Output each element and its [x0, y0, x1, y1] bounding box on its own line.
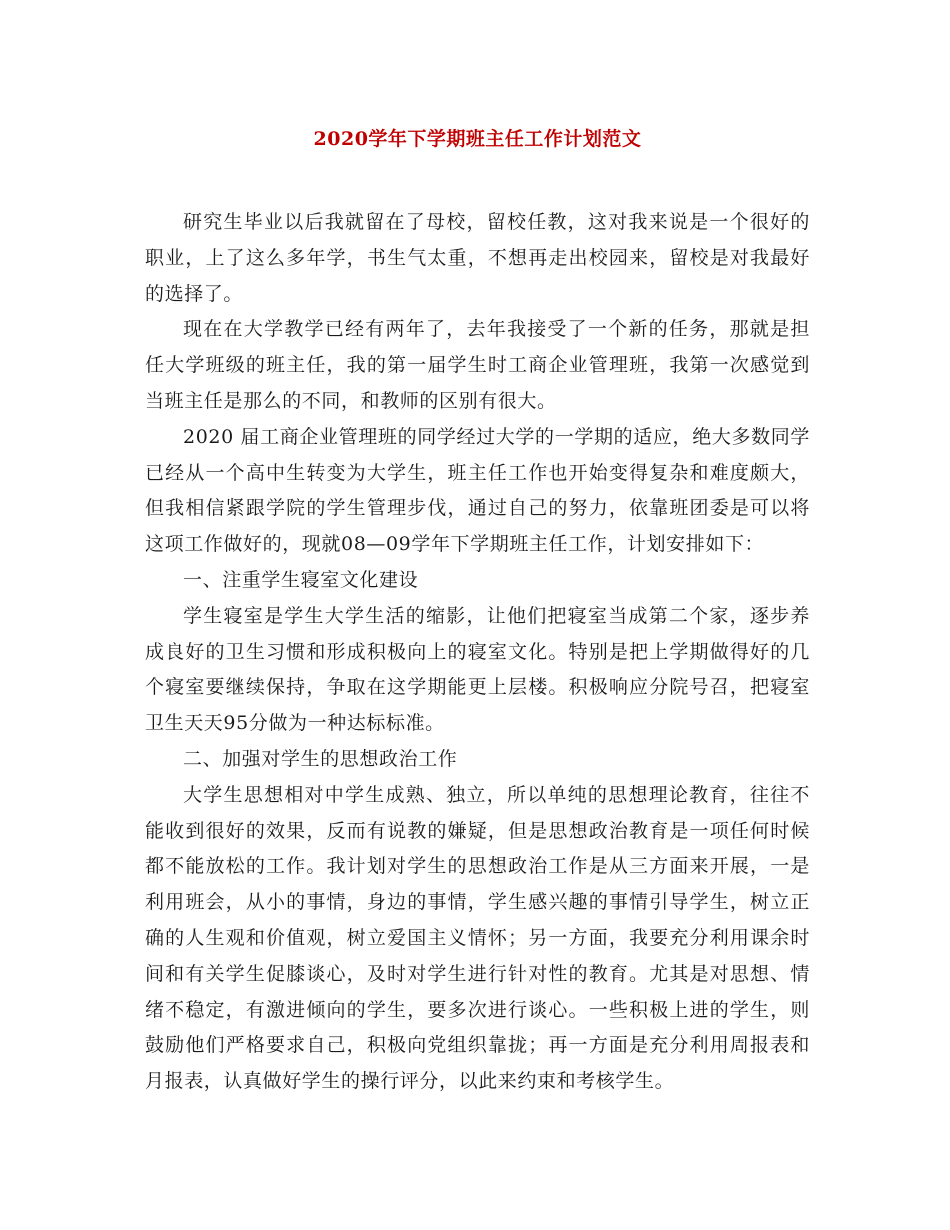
section-heading-ideology: 二、加强对学生的思想政治工作	[183, 747, 458, 770]
paragraph-ideology: 大学生思想相对中学生成熟、独立，所以单纯的思想理论教育，往往不能收到很好的效果，反而有说教的嫌疑，但是思想政治教育是一项任何时候都不能放松的工作。我计划对学生的思想政治工作是从三方面来开展，一是利用班会，从小的事情，身边的事情，学生感兴趣的事情引导学生，树立正确的人生观和价值观，树立爱国主义情怀；另一方面，我要充分利用课余时间和有关学生促膝谈心，及时对学生进行针对性的教育。尤其是对思想、情绪不稳定，有激进倾向的学生，要多次进行谈心。一些积极上进的学生，则鼓励他们严格要求自己，积极向党组织靠拢；再一方面是充分利用周报表和月报表，认真做好学生的操行评分，以此来约束和考核学生。	[145, 783, 810, 1093]
document-body	[145, 205, 810, 1100]
paragraph-background: 现在在大学教学已经有两年了，去年我接受了一个新的任务，那就是担任大学班级的班主任，我的第一届学生时工商企业管理班，我第一次感觉到当班主任是那么的不同，和教师的区别有很大。	[145, 318, 810, 412]
paragraph-intro: 研究生毕业以后我就留在了母校，留校任教，这对我来说是一个很好的职业，上了这么多年学，书生气太重，不想再走出校园来，留校是对我最好的选择了。	[145, 211, 810, 305]
document-title: 2020学年下学期班主任工作计划范文	[313, 128, 642, 150]
section-heading-dormitory: 一、注重学生寝室文化建设	[183, 568, 419, 591]
paragraph-plan-overview: 2020 届工商企业管理班的同学经过大学的一学期的适应，绝大多数同学已经从一个高中生转变为大学生，班主任工作也开始变得复杂和难度颇大，但我相信紧跟学院的学生管理步伐，通过自己的努力，依靠班团委是可以将这项工作做好的，现就08—09学年下学期班主任工作，计划安排如下：	[145, 425, 810, 556]
paragraph-dormitory: 学生寝室是学生大学生活的缩影，让他们把寝室当成第二个家，逐步养成良好的卫生习惯和形成积极向上的寝室文化。特别是把上学期做得好的几个寝室要继续保持，争取在这学期能更上层楼。积极响应分院号召，把寝室卫生天天95分做为一种达标标准。	[145, 604, 810, 735]
